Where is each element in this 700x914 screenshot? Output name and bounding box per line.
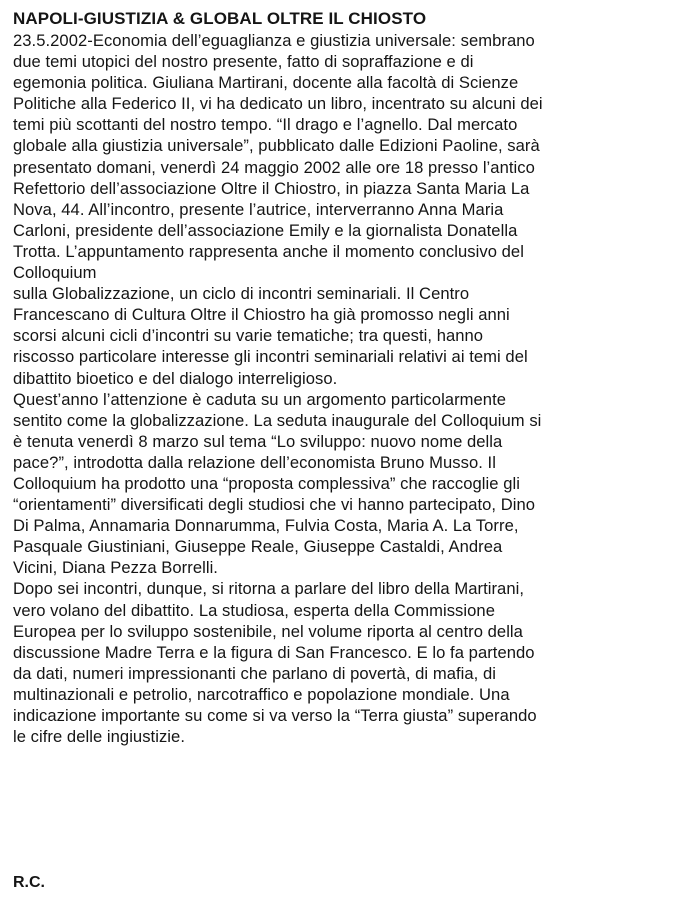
article-title: NAPOLI-GIUSTIZIA & GLOBAL OLTRE IL CHIOSTO [13,9,427,28]
body-line: vero volano del dibattito. La studiosa, esperta della Commissione [13,600,495,620]
body-line: Trotta. L’appuntamento rappresenta anche il momento conclusivo del [13,241,524,261]
body-line: multinazionali e petrolio, narcotraffico e popolazione mondiale. Una [13,684,510,704]
body-line: temi più scottanti del nostro tempo. “Il drago e l’agnello. Dal mercato [13,115,518,135]
body-line: Francescano di Cultura Oltre il Chiostro ha già promosso negli anni [13,305,510,325]
body-line: presentato domani, venerdì 24 maggio 2002 alle ore 18 presso l’antico [13,157,535,177]
article-body [13,30,693,747]
body-line: 23.5.2002-Economia dell’eguaglianza e giustizia universale: sembrano [13,31,535,50]
body-line: discussione Madre Terra e la figura di San Francesco. E lo fa partendo [13,642,535,662]
body-line: Refettorio dell’associazione Oltre il Chiostro, in piazza Santa Maria La [13,178,530,198]
body-line: sulla Globalizzazione, un ciclo di incontri seminariali. Il Centro [13,284,470,304]
body-line: Nova, 44. All’incontro, presente l’autrice, interverranno Anna Maria [13,199,504,219]
body-line: Colloquium [13,263,97,283]
body-line: Di Palma, Annamaria Donnarumma, Fulvia Costa, Maria A. La Torre, [13,516,519,536]
body-line: le cifre delle ingiustizie. [13,727,185,747]
author-signature: R.C. [13,874,45,891]
body-line: globale alla giustizia universale”, pubblicato dalle Edizioni Paoline, sarà [13,136,540,156]
body-line: Politiche alla Federico II, vi ha dedicato un libro, incentrato su alcuni dei [13,94,543,114]
body-line: Colloquium ha prodotto una “proposta complessiva” che raccoglie gli [13,473,520,493]
body-line: Dopo sei incontri, dunque, si ritorna a parlare del libro della Martirani, [13,579,524,599]
body-line: Quest’anno l’attenzione è caduta su un argomento particolarmente [13,389,507,409]
body-line: è tenuta venerdì 8 marzo sul tema “Lo sviluppo: nuovo nome della [13,431,503,451]
body-line: egemonia politica. Giuliana Martirani, docente alla facoltà di Scienze [13,73,519,93]
body-line: da dati, numeri impressionanti che parlano di povertà, di mafia, di [13,663,496,683]
body-line: Vicini, Diana Pezza Borrelli. [13,558,218,578]
body-line: riscosso particolare interesse gli incontri seminariali relativi ai temi del [13,347,528,367]
body-line: sentito come la globalizzazione. La seduta inaugurale del Colloquium si [13,410,542,430]
body-line: Europea per lo sviluppo sostenibile, nel volume riporta al centro della [13,621,523,641]
article [13,8,693,747]
body-line: scorsi alcuni cicli d’incontri su varie tematiche; tra questi, hanno [13,326,484,346]
body-line: due temi utopici del nostro presente, fatto di sopraffazione e di [13,52,474,72]
body-line: pace?”, introdotta dalla relazione dell’economista Bruno Musso. Il [13,452,496,472]
body-line: Pasquale Giustiniani, Giuseppe Reale, Giuseppe Castaldi, Andrea [13,537,503,557]
body-line: indicazione importante su come si va verso la “Terra giusta” superando [13,706,537,725]
body-line: dibattito bioetico e del dialogo interreligioso. [13,368,338,388]
body-line: Carloni, presidente dell’associazione Emily e la giornalista Donatella [13,220,518,240]
body-line: “orientamenti” diversificati degli studiosi che vi hanno partecipato, Dino [13,495,536,515]
